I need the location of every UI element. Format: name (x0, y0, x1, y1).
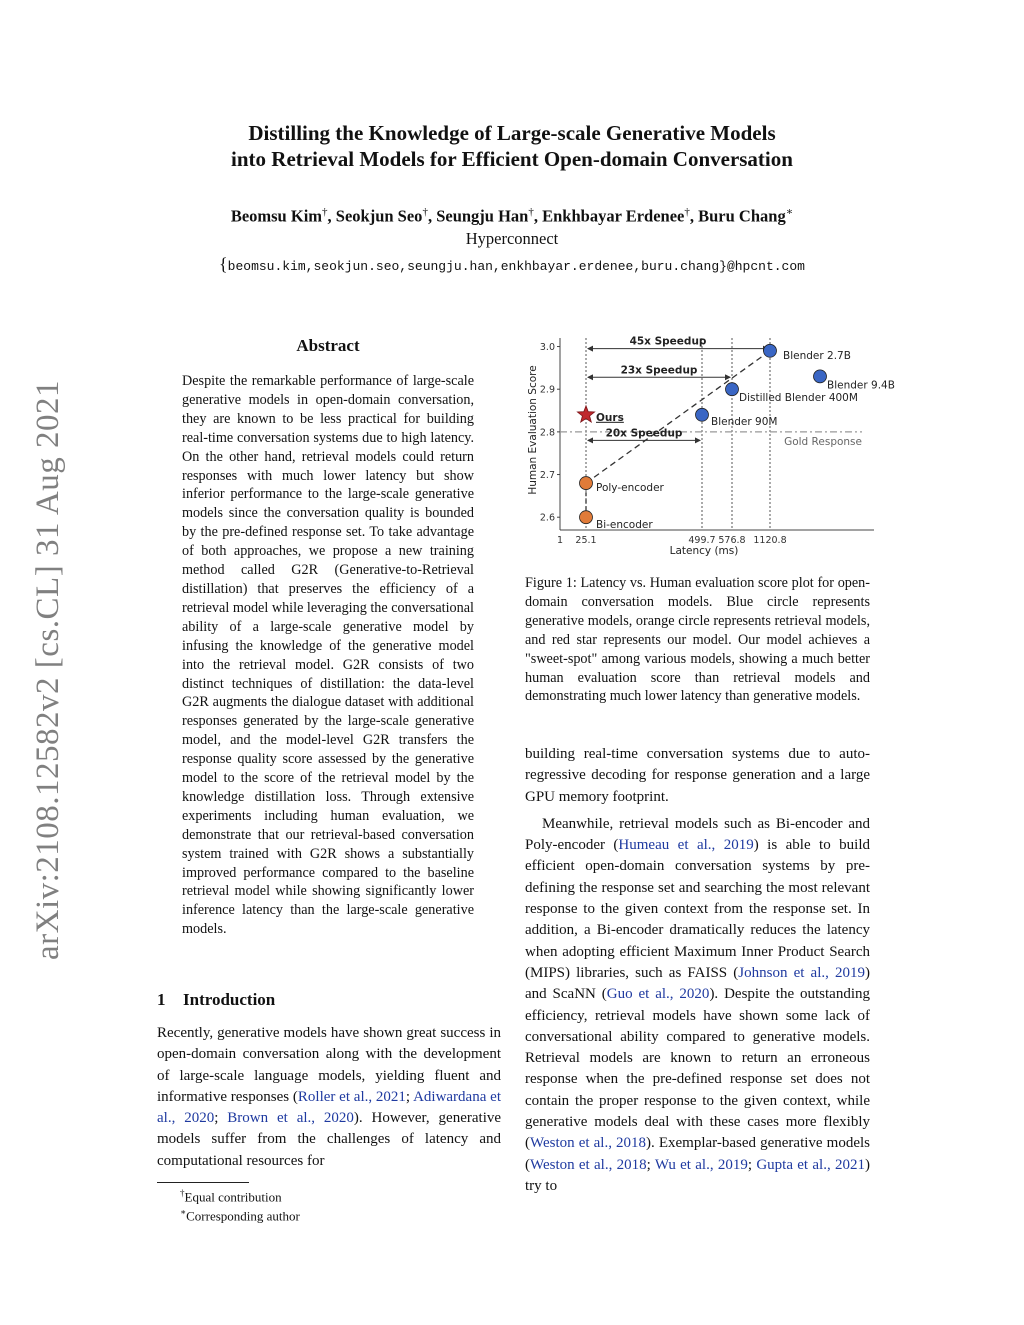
gold-response-label: Gold Response (784, 435, 862, 448)
point-label: Bi-encoder (596, 519, 653, 532)
citation-link[interactable]: Weston et al., 2018 (530, 1156, 647, 1173)
speedup-label: 20x Speedup (605, 427, 683, 440)
generative-model-point (814, 370, 827, 383)
footnote-corresponding: ∗Corresponding author (180, 1206, 300, 1224)
citation-separator: ; (214, 1110, 228, 1127)
arxiv-identifier: arXiv:2108.12582v2 [cs.CL] 31 Aug 2021 (30, 380, 66, 960)
affiliation: Hyperconnect (465, 229, 559, 248)
x-axis-label: Latency (ms) (669, 545, 739, 557)
x-tick-label: 499.7 (688, 535, 716, 546)
footnote-equal: †Equal contribution (180, 1188, 282, 1205)
point-label: Distilled Blender 400M (739, 392, 858, 405)
author-name: Buru Chang (698, 206, 786, 226)
generative-model-point (696, 408, 709, 421)
abstract-body: Despite the remarkable performance of large-scale generative models in open-domain conversation, they are known to be less practical for building real-time conversation systems due to high latency. On the other hand, retrieval models could return responses with much lower latency but show inferior performance to the large-scale generative models since the conversation quality is bounded by the pre-defined response set. To take advantage of both approaches, we propose a new training method called G2R (Generative-to-Retrieval distillation) that preserves the efficiency of a retrieval model while leveraging the conversational ability of a large-scale generative model by infusing the knowledge of the generative model into the retrieval model. G2R consists of two distinct techniques of distillation: the data-level G2R augments the dialogue dataset with additional responses generated by the large-scale generative model, and the model-level G2R transfers the response quality score assessed by the generative model to the score of the retrieval model by the knowledge distillation loss. Through extensive experiments including human evaluation, we demonstrate that our retrieval-based conversation system trained with G2R shows a substantially improved performance compared to the baseline retrieval model while showing significantly lower inference latency than the large-scale generative models. (182, 373, 474, 938)
point-label: Blender 90M (711, 415, 778, 428)
x-tick-label: 1120.8 (753, 535, 787, 546)
citation-separator: ; (646, 1156, 655, 1173)
section-title: Introduction (183, 990, 276, 1009)
body-text: ) is able to build efficient open-domain conversation systems by pre-defining the response set and searching the most relevant response to the given context from the response set. In addition, a Bi-encoder dramatically reduces the latency when adopting efficient Maximum Inner Product Search (MIPS) libraries, such as FAISS ( (525, 837, 871, 981)
citation-separator: ; (405, 1088, 414, 1105)
speedup-label: 45x Speedup (629, 335, 707, 348)
citation-link[interactable]: Humeau et al., 2019 (618, 837, 754, 854)
citation-link[interactable]: Johnson et al., 2019 (738, 964, 865, 981)
right-column-body (525, 744, 870, 1203)
paper-title (0, 120, 1024, 172)
right-paragraph-1: building real-time conversation systems due to auto-regressive decoding for response generation and a large GPU memory footprint. (525, 746, 870, 805)
citation-link[interactable]: Wu et al., 2019 (654, 1156, 748, 1173)
title-line-2: into Retrieval Models for Efficient Open-domain Conversation (231, 147, 793, 171)
body-text: Meanwhile, retrieval models such as Bi-encoder and Poly-encoder ( (525, 815, 870, 854)
right-paragraph-2 (525, 814, 870, 1197)
introduction-paragraph (157, 1023, 501, 1172)
citation-link[interactable]: Brown et al., 2020 (227, 1110, 354, 1127)
author-name: Seokjun Seo (335, 206, 423, 226)
author-list: Beomsu Kim†, Seokjun Seo†, Seungju Han†, Enkhbayar Erdenee†, Buru Chang∗ (230, 206, 794, 226)
x-tick-label: 1 (556, 535, 564, 546)
section-number: 1 (157, 990, 166, 1009)
y-tick-label: 2.9 (539, 384, 555, 396)
title-line-1: Distilling the Knowledge of Large-scale Generative Models (248, 121, 776, 145)
abstract-heading: Abstract (296, 336, 360, 355)
x-tick-label: 576.8 (718, 535, 746, 546)
y-tick-label: 2.7 (539, 470, 555, 482)
section-heading (157, 990, 275, 1010)
x-tick-label: 25.1 (575, 535, 597, 546)
y-axis-label: Human Evaluation Score (527, 365, 539, 495)
author-mark: † (684, 206, 690, 218)
author-mark: † (422, 206, 428, 218)
author-mark: ∗ (785, 206, 794, 218)
citation-link[interactable]: Gupta et al., 2021 (756, 1156, 865, 1173)
body-text: ). Exemplar-based generative models ( (525, 1135, 870, 1173)
intro-text: ). However, generative models suffer from the challenges of latency and computational resources for (157, 1110, 502, 1169)
speedup-label: 23x Speedup (620, 364, 698, 377)
point-label: Poly-encoder (596, 482, 664, 495)
footnotes (157, 1186, 300, 1224)
email-text: beomsu.kim,seokjun.seo,seungju.han,enkhbayar.erdenee,buru.chang}@hpcnt.com (227, 259, 805, 274)
footnote-text: Corresponding author (186, 1208, 300, 1224)
point-label: Blender 9.4B (827, 379, 895, 392)
intro-text: Recently, generative models have shown great success in open-domain conversation along with the development of large-scale language models, yielding fluent and informative responses ( (157, 1025, 501, 1105)
body-text: ). Despite the outstanding efficiency, retrieval models have shown some lack of conversational ability compared to generative models. Retrieval models are known to return an erroneous response when the pre-defined response set does not contain the proper response to the given context, while generative models deal with these cases more flexibly ( (525, 986, 871, 1152)
point-label: Blender 2.7B (783, 349, 851, 362)
author-name: Seungju Han (436, 206, 529, 226)
citation-link[interactable]: Guo et al., 2020 (606, 986, 710, 1003)
footnote-text: Equal contribution (184, 1189, 282, 1205)
author-emails: {beomsu.kim,seokjun.seo,seungju.han,enkhbayar.erdenee,buru.chang}@hpcnt.com (219, 254, 805, 274)
citation-link[interactable]: Roller et al., 2021 (297, 1088, 406, 1105)
generative-model-point (726, 383, 739, 396)
retrieval-model-point (580, 511, 593, 524)
author-mark: † (528, 206, 534, 218)
body-text: ) and ScaNN ( (525, 964, 870, 1003)
retrieval-model-point (580, 477, 593, 490)
author-mark: † (322, 206, 328, 218)
citation-link[interactable]: Weston et al., 2018 (530, 1135, 647, 1152)
y-tick-label: 3.0 (539, 342, 555, 354)
generative-model-point (764, 344, 777, 357)
figure-caption: Figure 1: Latency vs. Human evaluation score plot for open-domain conversation models. Blue circle represents generative models, orange circle represents retrieval models, and red star represents our model. Our model achieves a "sweet-spot" among various models, showing a much better human evaluation score than retrieval models and demonstrating much lower latency than generative models. (525, 575, 870, 705)
y-tick-label: 2.6 (539, 512, 555, 524)
citation-link[interactable]: Adiwardana et al., 2020 (157, 1088, 501, 1127)
citation-separator: ; (747, 1156, 757, 1173)
latency-score-chart (522, 330, 895, 562)
y-tick-label: 2.8 (539, 427, 555, 439)
author-name: Beomsu Kim (230, 206, 323, 226)
author-name: Enkhbayar Erdenee (542, 206, 685, 226)
body-text: ) try to (525, 1156, 870, 1194)
point-label: Ours (596, 411, 624, 424)
footnote-rule (157, 1182, 249, 1183)
